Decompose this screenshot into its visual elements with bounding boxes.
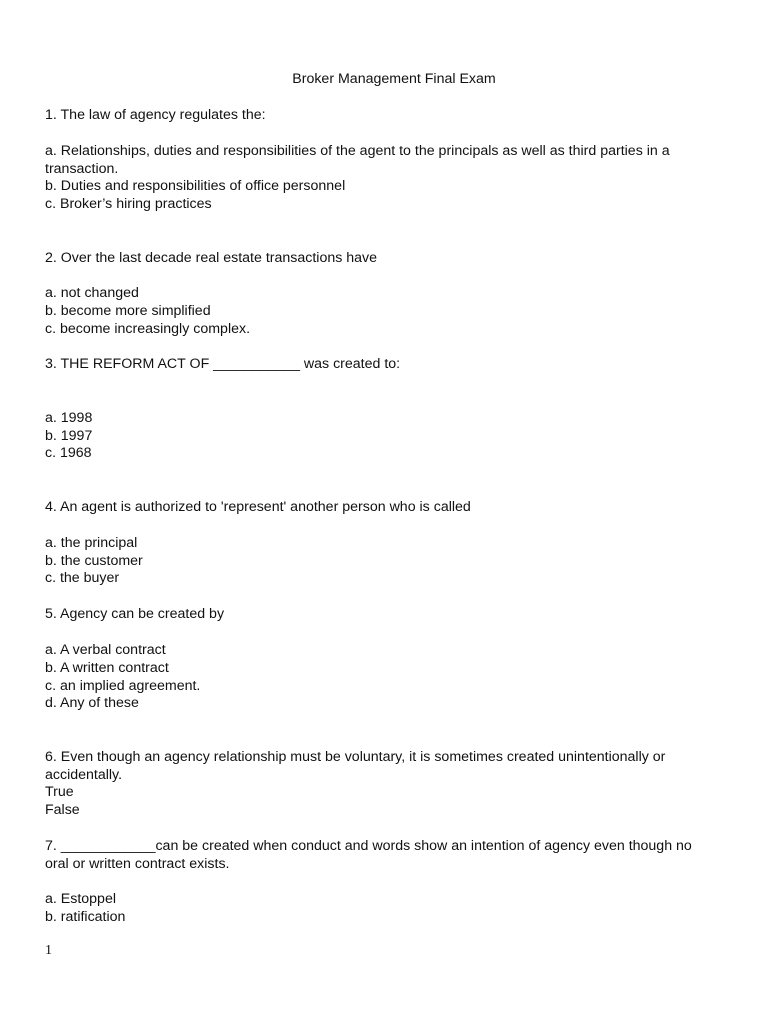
question-3-prompt: 3. THE REFORM ACT OF ___________ was created to: [45,356,401,372]
question-4-prompt: 4. An agent is authorized to 'represent' another person who is called [45,499,471,515]
question-2-prompt: 2. Over the last decade real estate transactions have [45,250,378,266]
question-3-option-b: b. 1997 [45,428,93,444]
question-7-option-b: b. ratification [45,909,126,925]
question-1-option-b: b. Duties and responsibilities of office personnel [45,178,346,194]
question-6-option-true: True [45,784,74,800]
question-5-option-a: a. A verbal contract [45,642,166,658]
question-6-prompt-continued: accidentally. [45,767,123,783]
question-7-option-a: a. Estoppel [45,891,116,907]
page-title: Broker Management Final Exam [292,71,496,87]
question-5-option-c: c. an implied agreement. [45,678,201,694]
question-4-option-a: a. the principal [45,535,138,551]
question-6-prompt: 6. Even though an agency relationship must be voluntary, it is sometimes created unintentionally or [45,749,666,765]
question-2-option-b: b. become more simplified [45,303,211,319]
question-1-prompt: 1. The law of agency regulates the: [45,107,266,123]
question-1-option-a-continued: transaction. [45,161,119,177]
question-5-option-b: b. A written contract [45,660,169,676]
question-2-option-c: c. become increasingly complex. [45,321,251,337]
question-5-prompt: 5. Agency can be created by [45,606,225,622]
question-6-option-false: False [45,802,80,818]
question-2-option-a: a. not changed [45,285,139,301]
question-7-prompt: 7. ____________can be created when conduct and words show an intention of agency even though no [45,838,692,854]
question-3-option-a: a. 1998 [45,410,93,426]
question-4-option-c: c. the buyer [45,570,120,586]
question-1-option-a: a. Relationships, duties and responsibilities of the agent to the principals as well as third parties in a [45,143,670,159]
question-5-option-d: d. Any of these [45,695,139,711]
question-3-option-c: c. 1968 [45,445,92,461]
question-4-option-b: b. the customer [45,553,143,569]
question-1-option-c: c. Broker’s hiring practices [45,196,212,212]
question-7-prompt-continued: oral or written contract exists. [45,856,230,872]
page-number: 1 [45,943,52,958]
